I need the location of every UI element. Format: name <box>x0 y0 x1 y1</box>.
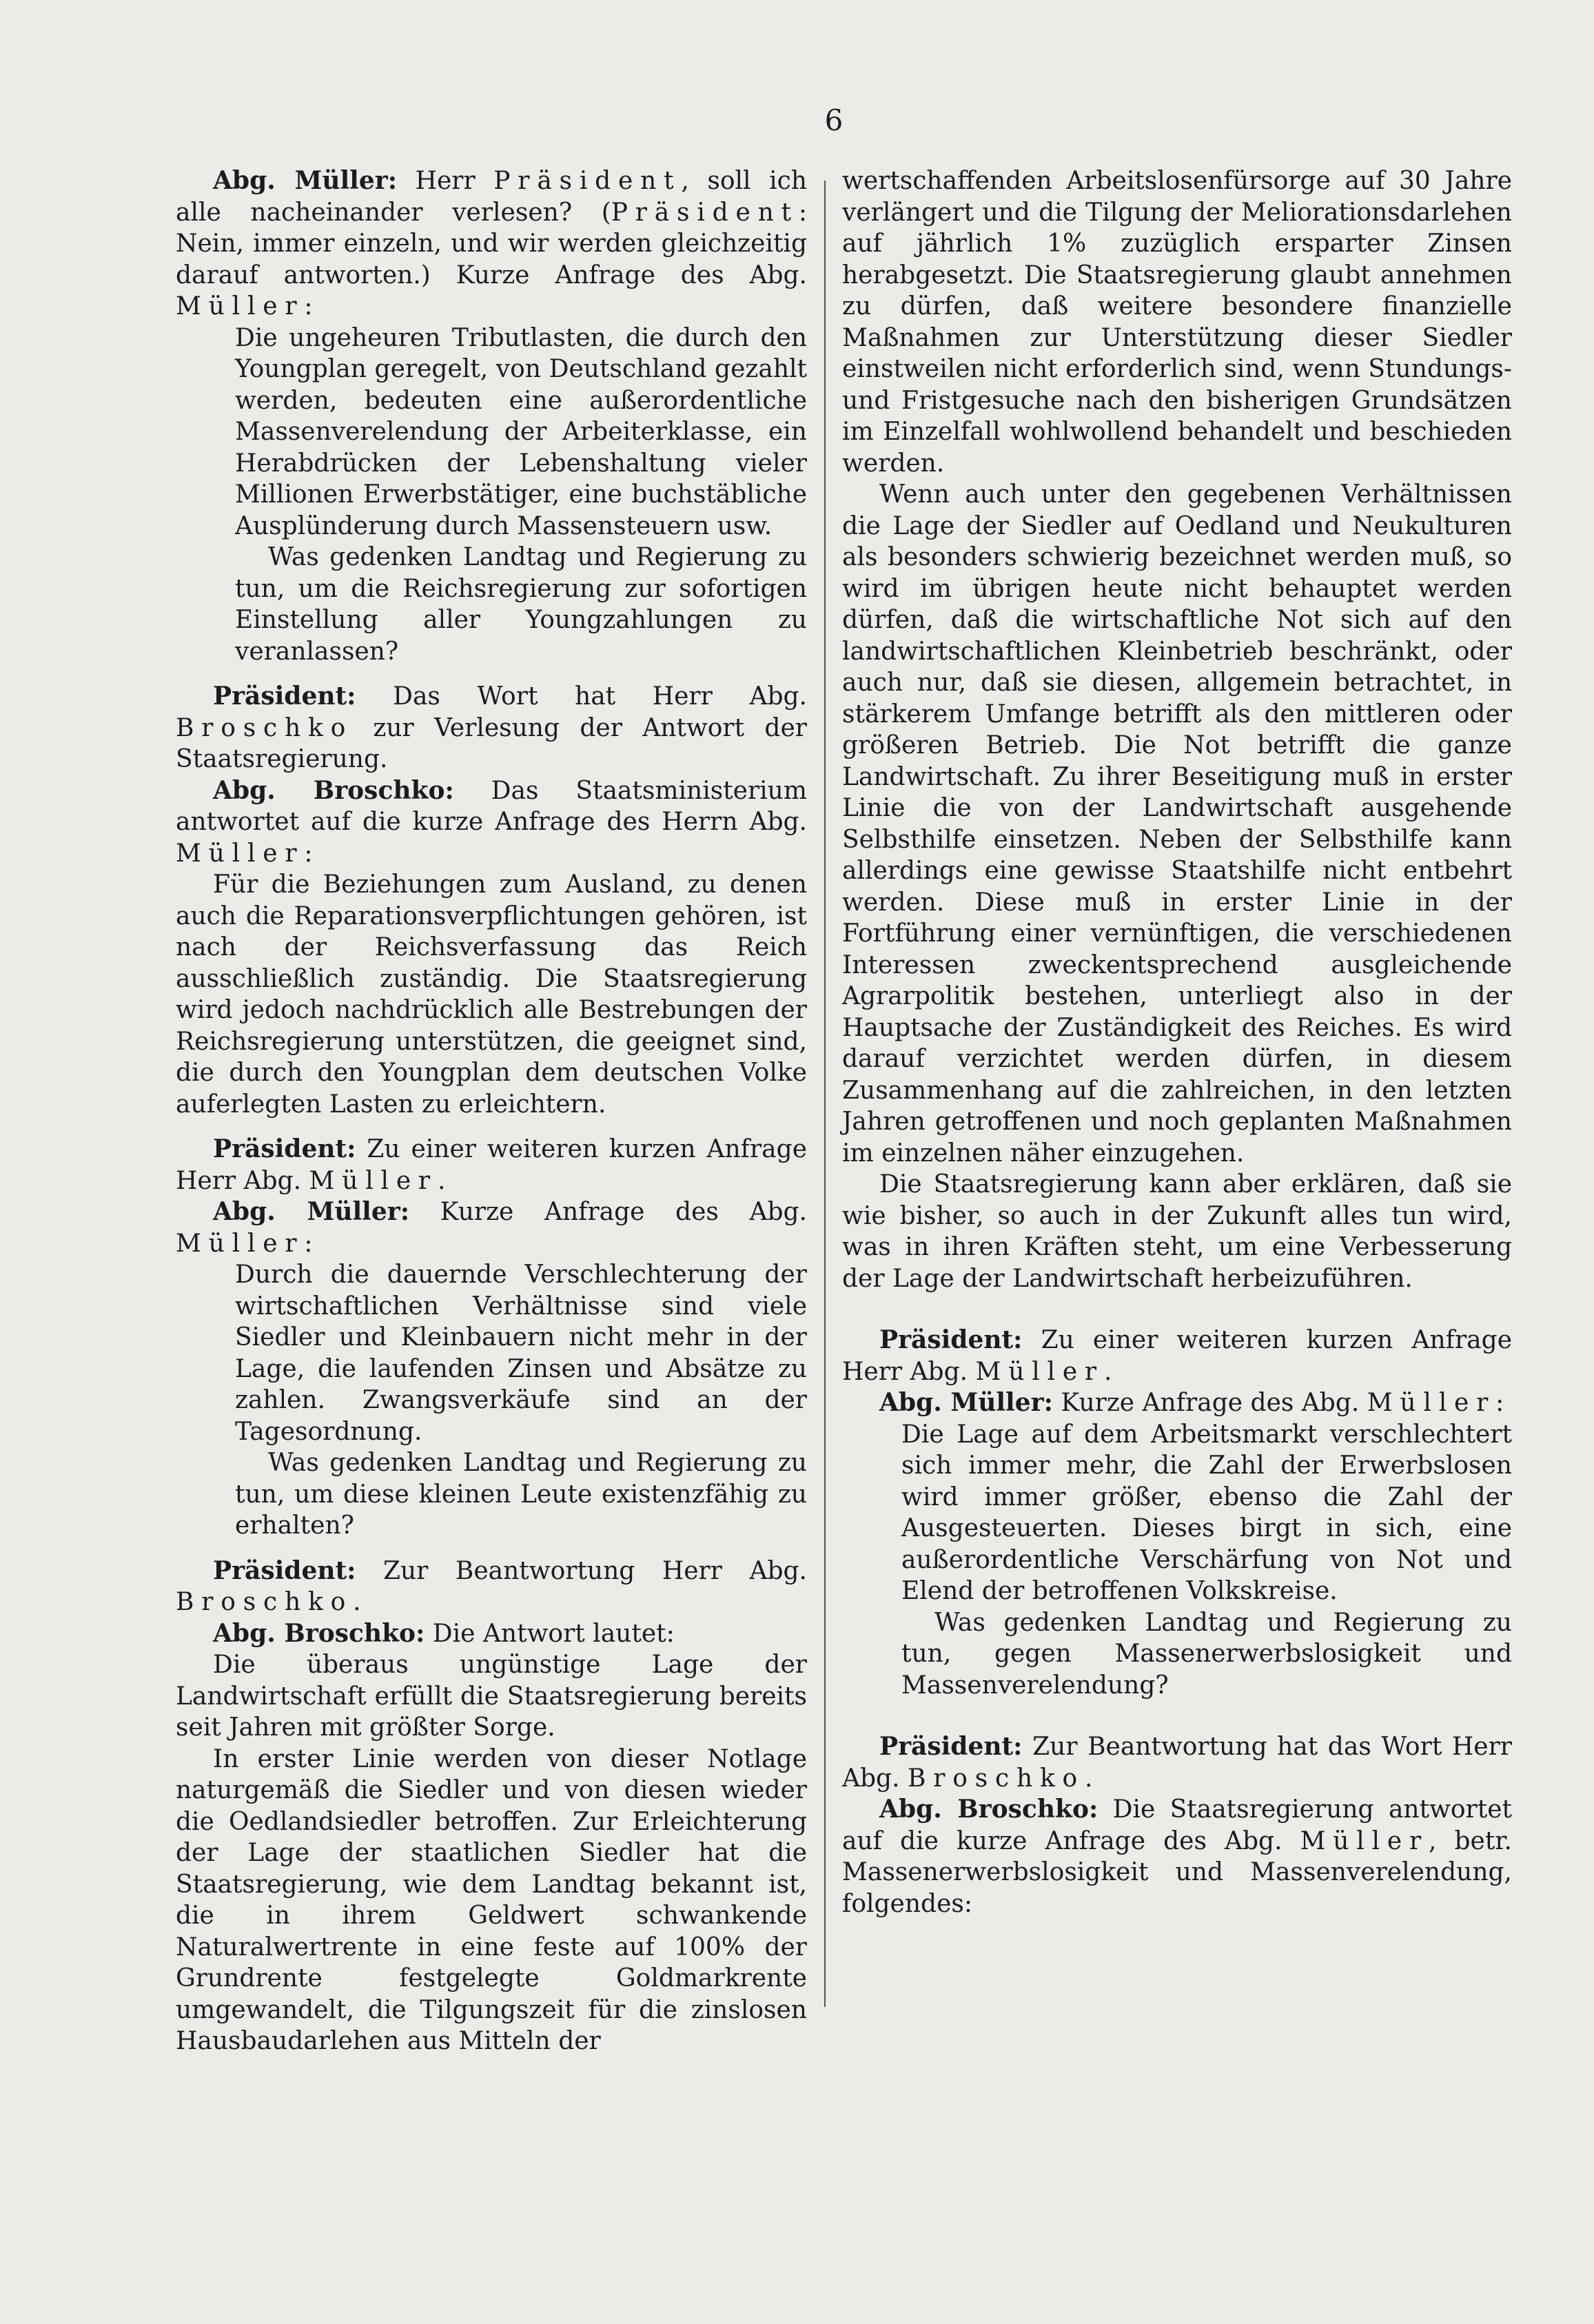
spaced-name: Müller <box>309 1166 438 1195</box>
answer-paragraph: Wenn auch unter den gegebenen Verhältnissen die Lage der Siedler auf Oedland und Neukulturen als besonders schwierig bezeichnet werden muß, so wird im übrigen heute nicht behauptet werden dürfen, daß die wirtschaftliche Not sich auf den landwirtschaftlichen Kleinbetrieb beschränkt, oder auch nur, daß sie diesen, allgemein betrachtet, in stärkerem Umfange betrifft als den mittleren oder größeren Betrieb. Die Not betrifft die ganze Landwirtschaft. Zu ihrer Beseitigung muß in erster Linie die von der Landwirtschaft ausgehende Selbsthilfe einsetzen. Neben der Selbsthilfe kann allerdings eine gewisse Staatshilfe nicht entbehrt werden. Diese muß in erster Linie in der Fortführung einer vernünftigen, die verschiedenen Interessen zweckentsprechend ausgleichende Agrarpolitik bestehen, unterliegt also in der Hauptsache der Zuständigkeit des Reiches. Es wird darauf verzichtet werden dürfen, in diesem Zusammenhang auf die zahlreichen, in den letzten Jahren getroffenen und noch geplanten Maßnahmen im einzelnen näher einzugehen. <box>842 480 1512 1168</box>
speaker-name: Präsident: <box>879 1325 1023 1354</box>
speech-text: . <box>1103 1357 1112 1386</box>
speech-text: Herr <box>397 167 494 195</box>
speaker-name: Abg. Broschko: <box>213 775 454 805</box>
speaker-name: Abg. Müller: <box>213 166 398 195</box>
spaced-name: Müller <box>1367 1389 1496 1417</box>
page-number: 6 <box>824 103 844 137</box>
speech-paragraph <box>176 1134 807 1196</box>
speech-text: Das Wort hat Herr Abg. <box>356 682 807 711</box>
speech-text: Kurze Anfrage des Abg. <box>409 1198 807 1226</box>
speech-paragraph <box>176 681 807 775</box>
inquiry-text: Durch die dauernde Verschlechterung der wirtschaftlichen Verhältnisse sind viele Siedler und Kleinbauern nicht mehr in der Lage, die laufenden Zinsen und Absätze zu zahlen. Zwangsverkäufe sind an der Tagesordnung. <box>235 1261 807 1446</box>
answer-paragraph: In erster Linie werden von dieser Notlage naturgemäß die Siedler und von diesen wieder die Oedlandsiedler betroffen. Zur Erleichterung der Lage der staatlichen Siedler hat die Staatsregierung, wie dem Landtag bekannt ist, die in ihrem Geldwert schwankende Naturalwertrente in eine feste auf 100% der Grundrente festgelegte Goldmarkrente umgewandelt, die Tilgungszeit für die zinslosen Hausbaudarlehen aus Mitteln der <box>176 1744 807 2055</box>
speech-text: : <box>304 1229 313 1258</box>
speaker-name: Abg. Müller: <box>879 1388 1053 1417</box>
speech-paragraph <box>842 1731 1512 1794</box>
spaced-name: Müller <box>1300 1826 1429 1855</box>
speech-paragraph <box>842 1794 1512 1919</box>
spaced-name: Präsident <box>611 198 799 227</box>
answer-paragraph: Die Staatsregierung kann aber erklären, daß sie wie bisher, so auch in der Zukunft alles tun wird, was in ihren Kräften steht, um eine Verbesserung der Lage der Landwirtschaft herbeizuführen. <box>842 1170 1512 1293</box>
speech-text: zur Verlesung der Antwort der Staatsregierung. <box>176 713 807 773</box>
speech-text: : <box>1495 1389 1504 1417</box>
speech-paragraph <box>176 775 807 870</box>
inquiry-question: Was gedenken Landtag und Regierung zu tun, um diese kleinen Leute existenzfähig zu erhalten? <box>235 1449 807 1540</box>
speech-text: Das Staatsministerium antwortet auf die kurze Anfrage des Herrn Abg. <box>176 776 807 836</box>
speech-text: : <box>304 839 313 868</box>
speech-paragraph <box>176 1556 807 1618</box>
spaced-name: Präsident <box>493 167 682 195</box>
speaker-name: Abg. Broschko: <box>879 1795 1099 1824</box>
speech-text: Zu einer weiteren kurzen Anfrage Herr Abg. <box>176 1135 807 1195</box>
speech-text: Zur Beantwortung hat das Wort Herr Abg. <box>842 1733 1512 1793</box>
speech-text: Zur Beantwortung Herr Abg. <box>356 1556 807 1585</box>
answer-paragraph: Die überaus ungünstige Lage der Landwirtschaft erfüllt die Staatsregierung bereits seit Jahren mit größter Sorge. <box>176 1651 807 1742</box>
speaker-name: Präsident: <box>879 1732 1023 1761</box>
speech-text: Die Staatsregierung antwortet auf die kurze Anfrage des Abg. <box>842 1795 1512 1855</box>
speaker-name: Abg. Müller: <box>213 1197 410 1226</box>
spaced-name: Müller <box>176 1229 305 1258</box>
speech-text: : <box>304 292 313 320</box>
speech-text: : Nein, immer einzeln, und wir werden gleichzeitig darauf antworten.) Kurze Anfrage des Abg. <box>176 198 807 289</box>
speech-paragraph <box>842 1325 1512 1387</box>
spaced-name: Broschko <box>176 713 354 742</box>
speaker-name: Präsident: <box>213 1556 356 1585</box>
inquiry-question: Was gedenken Landtag und Regierung zu tun, um die Reichsregierung zur sofortigen Einstellung aller Youngzahlungen zu veranlassen? <box>235 543 807 666</box>
speech-text: . <box>353 1588 361 1616</box>
speaker-name: Präsident: <box>213 682 356 711</box>
speech-paragraph <box>176 1618 807 1650</box>
inquiry-text: Die ungeheuren Tributlasten, die durch den Youngplan geregelt, von Deutschland gezahlt werden, bedeuten eine außerordentliche Massenverelendung der Arbeiterklasse, ein Herabdrücken der Lebenshaltung vieler Millionen Erwerbstätiger, eine buchstäbliche Ausplünderung durch Massensteuern usw. <box>235 323 807 540</box>
speech-text: , betr. Massenerwerbslosigkeit und Massenverelendung, folgendes: <box>842 1826 1512 1918</box>
inquiry-question: Was gedenken Landtag und Regierung zu tun, gegen Massenerwerbslosigkeit und Massenverelendung? <box>901 1608 1512 1700</box>
inquiry-text: Die Lage auf dem Arbeitsmarkt verschlechtert sich immer mehr, die Zahl der Erwerbslosen wird immer größer, ebenso die Zahl der Ausgesteuerten. Dieses birgt in sich, eine außerordentliche Verschärfung von Not und Elend der betroffenen Volkskreise. <box>901 1420 1512 1605</box>
speech-text: . <box>437 1166 446 1195</box>
speech-text: , soll ich alle nacheinander verlesen? ( <box>176 167 807 227</box>
spaced-name: Müller <box>975 1357 1104 1386</box>
speech-paragraph <box>176 165 807 323</box>
speech-paragraph <box>176 1196 807 1259</box>
speech-text: Die Antwort lautet: <box>425 1619 675 1648</box>
speech-paragraph <box>842 1387 1512 1419</box>
continued-paragraph: wertschaffenden Arbeitslosenfürsorge auf 30 Jahre verlängert und die Tilgung der Meliorationsdarlehen auf jährlich 1% zuzüglich ersparter Zinsen herabgesetzt. Die Staatsregierung glaubt annehmen zu dürfen, daß weitere besondere finanzielle Maßnahmen zur Unterstützung dieser Siedler einstweilen nicht erforderlich sind, wenn Stundungs- und Fristgesuche nach den bisherigen Grundsätzen im Einzelfall wohlwollend behandelt und beschieden werden. <box>842 167 1512 478</box>
column-divider <box>824 181 826 2007</box>
speaker-name: Präsident: <box>213 1134 356 1163</box>
spaced-name: Broschko <box>907 1764 1085 1793</box>
left-column <box>176 165 807 2057</box>
speech-text: . <box>1085 1764 1093 1793</box>
speech-text: Zu einer weiteren kurzen Anfrage Herr Abg. <box>842 1326 1512 1386</box>
spaced-name: Müller <box>176 839 305 868</box>
right-column <box>842 165 1512 1919</box>
speaker-name: Abg. Broschko: <box>213 1618 425 1648</box>
spaced-name: Broschko <box>176 1588 354 1616</box>
speech-text: Kurze Anfrage des Abg. <box>1052 1389 1367 1417</box>
spaced-name: Müller <box>176 292 305 320</box>
answer-paragraph: Für die Beziehungen zum Ausland, zu denen auch die Reparationsverpflichtungen gehören, ist nach der Reichsverfassung das Reich ausschließlich zuständig. Die Staatsregierung wird jedoch nachdrücklich alle Bestrebungen der Reichsregierung unterstützen, die geeignet sind, die durch den Youngplan dem deutschen Volke auferlegten Lasten zu erleichtern. <box>176 870 807 1119</box>
